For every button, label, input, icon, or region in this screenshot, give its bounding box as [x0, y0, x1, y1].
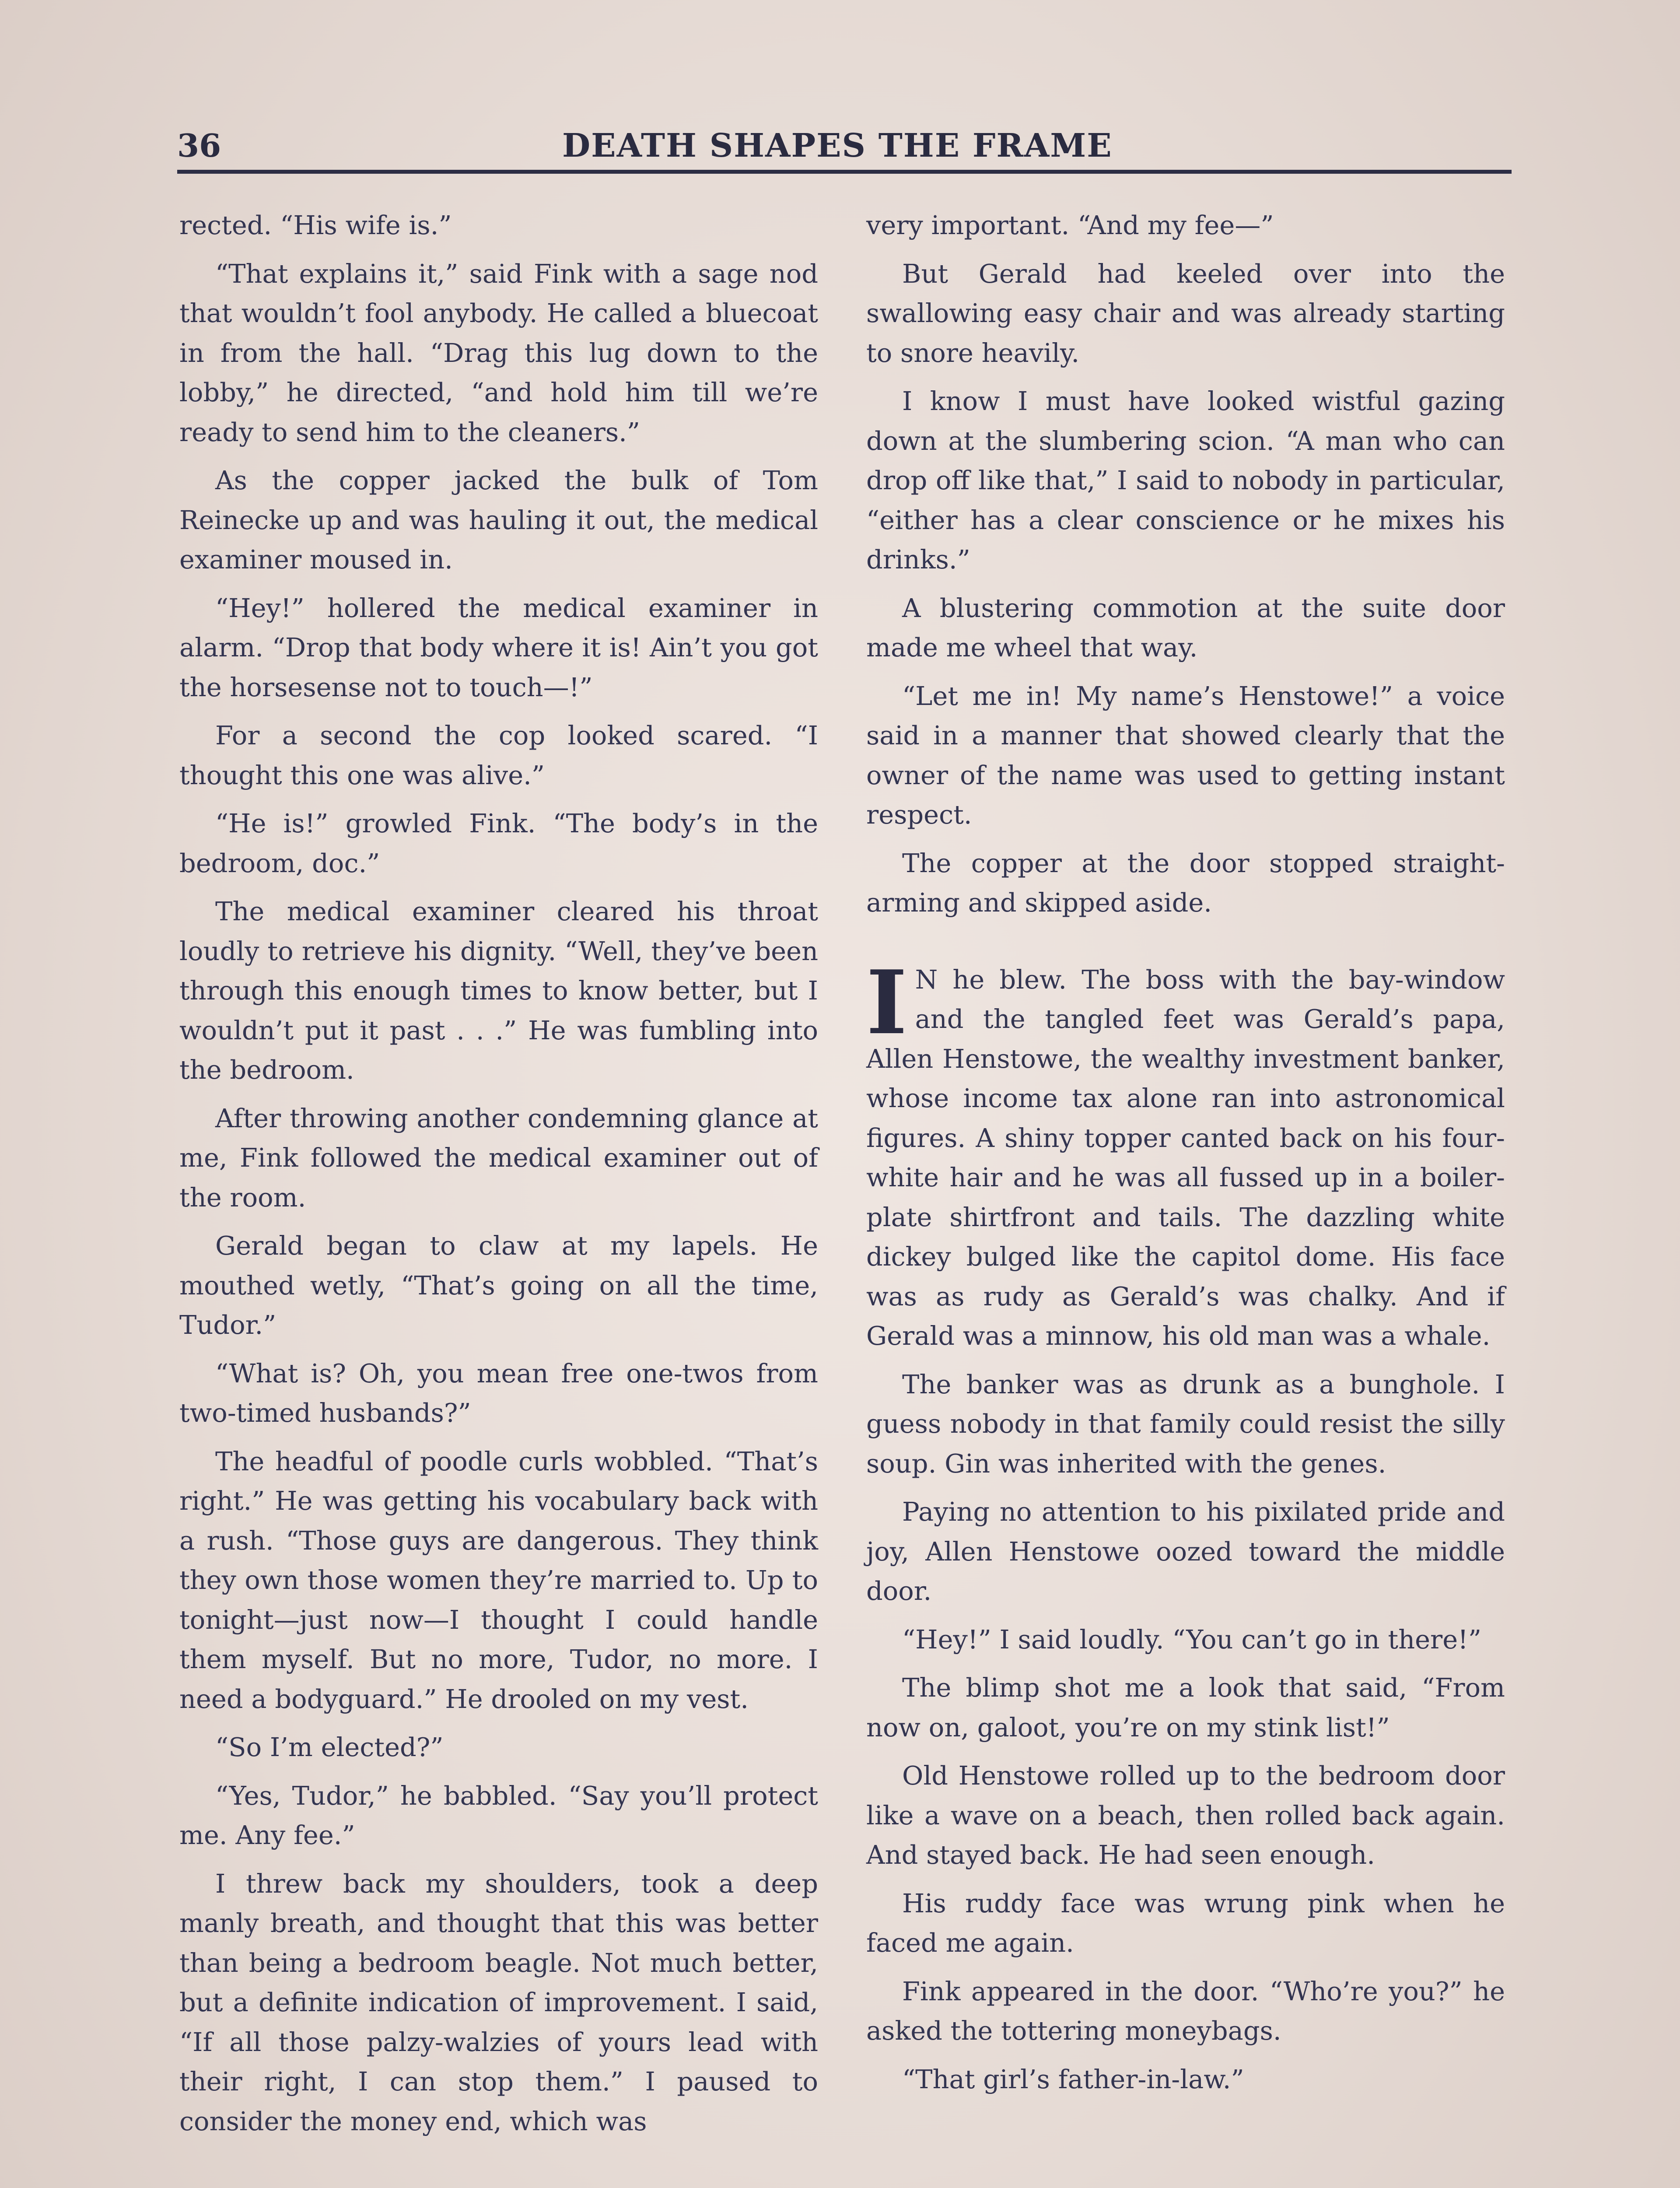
- paragraph: “What is? Oh, you mean free one-twos from two-timed husbands?”: [179, 1358, 818, 1428]
- paragraph: Paying no attention to his pixilated pride and joy, Allen Henstowe oozed toward the middle door.: [866, 1497, 1505, 1606]
- paragraph: The banker was as drunk as a bunghole. I guess nobody in that family could resist the silly soup. Gin was inherited with the genes.: [866, 1369, 1505, 1479]
- page-header: [177, 126, 1512, 174]
- paragraph: Fink appeared in the door. “Who’re you?” he asked the tottering moneybags.: [866, 1976, 1505, 2046]
- paragraph: As the copper jacked the bulk of Tom Reinecke up and was hauling it out, the medical examiner moused in.: [179, 465, 818, 575]
- paragraph: “Let me in! My name’s Henstowe!” a voice said in a manner that showed clearly that the owner of the name was used to getting instant respect.: [866, 680, 1505, 830]
- paragraph: “That girl’s father-in-law.”: [902, 2064, 1244, 2094]
- paragraph: “Hey!” I said loudly. “You can’t go in there!”: [902, 1624, 1482, 1655]
- paragraph: The medical examiner cleared his throat loudly to retrieve his dignity. “Well, they’ve been through this enough times to know better, but I wouldn’t put it past . . .” He was fumbling into the bedroom.: [179, 896, 818, 1085]
- paragraph: I threw back my shoulders, took a deep manly breath, and thought that this was better than being a bedroom beagle. Not much better, but a definite indication of improvement. I said, “If all those palzy-walzies of yours lead with their right, I can stop them.” I paused to consider the money end, which was: [179, 1868, 818, 2136]
- paragraph: His ruddy face was wrung pink when he faced me again.: [866, 1888, 1505, 1958]
- paragraph: The copper at the door stopped straight-arming and skipped aside.: [866, 848, 1505, 918]
- section-break: [866, 932, 1505, 960]
- header-rule: [177, 170, 1512, 174]
- paragraph: “That explains it,” said Fink with a sage nod that wouldn’t fool anybody. He called a bluecoat in from the hall. “Drag this lug down to the lobby,” he directed, “and hold him till we’re ready to send him to the cleaners.”: [179, 258, 818, 447]
- paragraph: “So I’m elected?”: [215, 1732, 444, 1762]
- paragraph: very important. “And my fee—”: [866, 210, 1274, 240]
- right-column: [866, 206, 1505, 2188]
- paragraph: But Gerald had keeled over into the swallowing easy chair and was already starting to snore heavily.: [866, 258, 1505, 368]
- paragraph: A blustering commotion at the suite door made me wheel that way.: [866, 593, 1505, 663]
- paragraph: “Yes, Tudor,” he babbled. “Say you’ll protect me. Any fee.”: [179, 1780, 818, 1850]
- paragraph: Old Henstowe rolled up to the bedroom door like a wave on a beach, then rolled back again. And stayed back. He had seen enough.: [866, 1760, 1505, 1870]
- paragraph: “Hey!” hollered the medical examiner in alarm. “Drop that body where it is! Ain’t you got the horsesense not to touch—!”: [179, 593, 818, 702]
- paragraph: rected. “His wife is.”: [179, 210, 452, 240]
- drop-cap: I: [866, 951, 907, 1054]
- running-title: DEATH SHAPES THE FRAME: [562, 127, 1113, 165]
- drop-cap-paragraph: [866, 951, 1505, 1356]
- paragraph: After throwing another condemning glance at me, Fink followed the medical examiner out of the room.: [179, 1103, 818, 1213]
- paragraph: I know I must have looked wistful gazing down at the slumbering scion. “A man who can drop off like that,” I said to nobody in particular, “either has a clear conscience or he mixes his drinks.”: [866, 386, 1505, 575]
- page-number: 36: [177, 127, 221, 164]
- paragraph: The blimp shot me a look that said, “From now on, galoot, you’re on my stink list!”: [866, 1673, 1505, 1743]
- paragraph: “He is!” growled Fink. “The body’s in the bedroom, doc.”: [179, 808, 818, 878]
- drop-cap-paragraph-text: N he blew. The boss with the bay-window and the tangled feet was Gerald’s papa, Allen Henstowe, the wealthy investment banker, whose income tax alone ran into astronomical figures. A shiny topper canted back on his four-white hair and he was all fussed up in a boiler-plate shirtfront and tails. The dazzling white dickey bulged like the capitol dome. His face was as rudy as Gerald’s was chalky. And if Gerald was a minnow, his old man was a whale.: [866, 964, 1505, 1351]
- paragraph: The headful of poodle curls wobbled. “That’s right.” He was getting his vocabulary back with a rush. “Those guys are dangerous. They think they own those women they’re married to. Up to tonight—just now—I thought I could handle them myself. But no more, Tudor, no more. I need a bodyguard.” He drooled on my vest.: [179, 1446, 818, 1714]
- paragraph: For a second the cop looked scared. “I thought this one was alive.”: [179, 720, 818, 790]
- left-column: [179, 206, 818, 2188]
- paragraph: Gerald began to claw at my lapels. He mouthed wetly, “That’s going on all the time, Tudor.”: [179, 1231, 818, 1340]
